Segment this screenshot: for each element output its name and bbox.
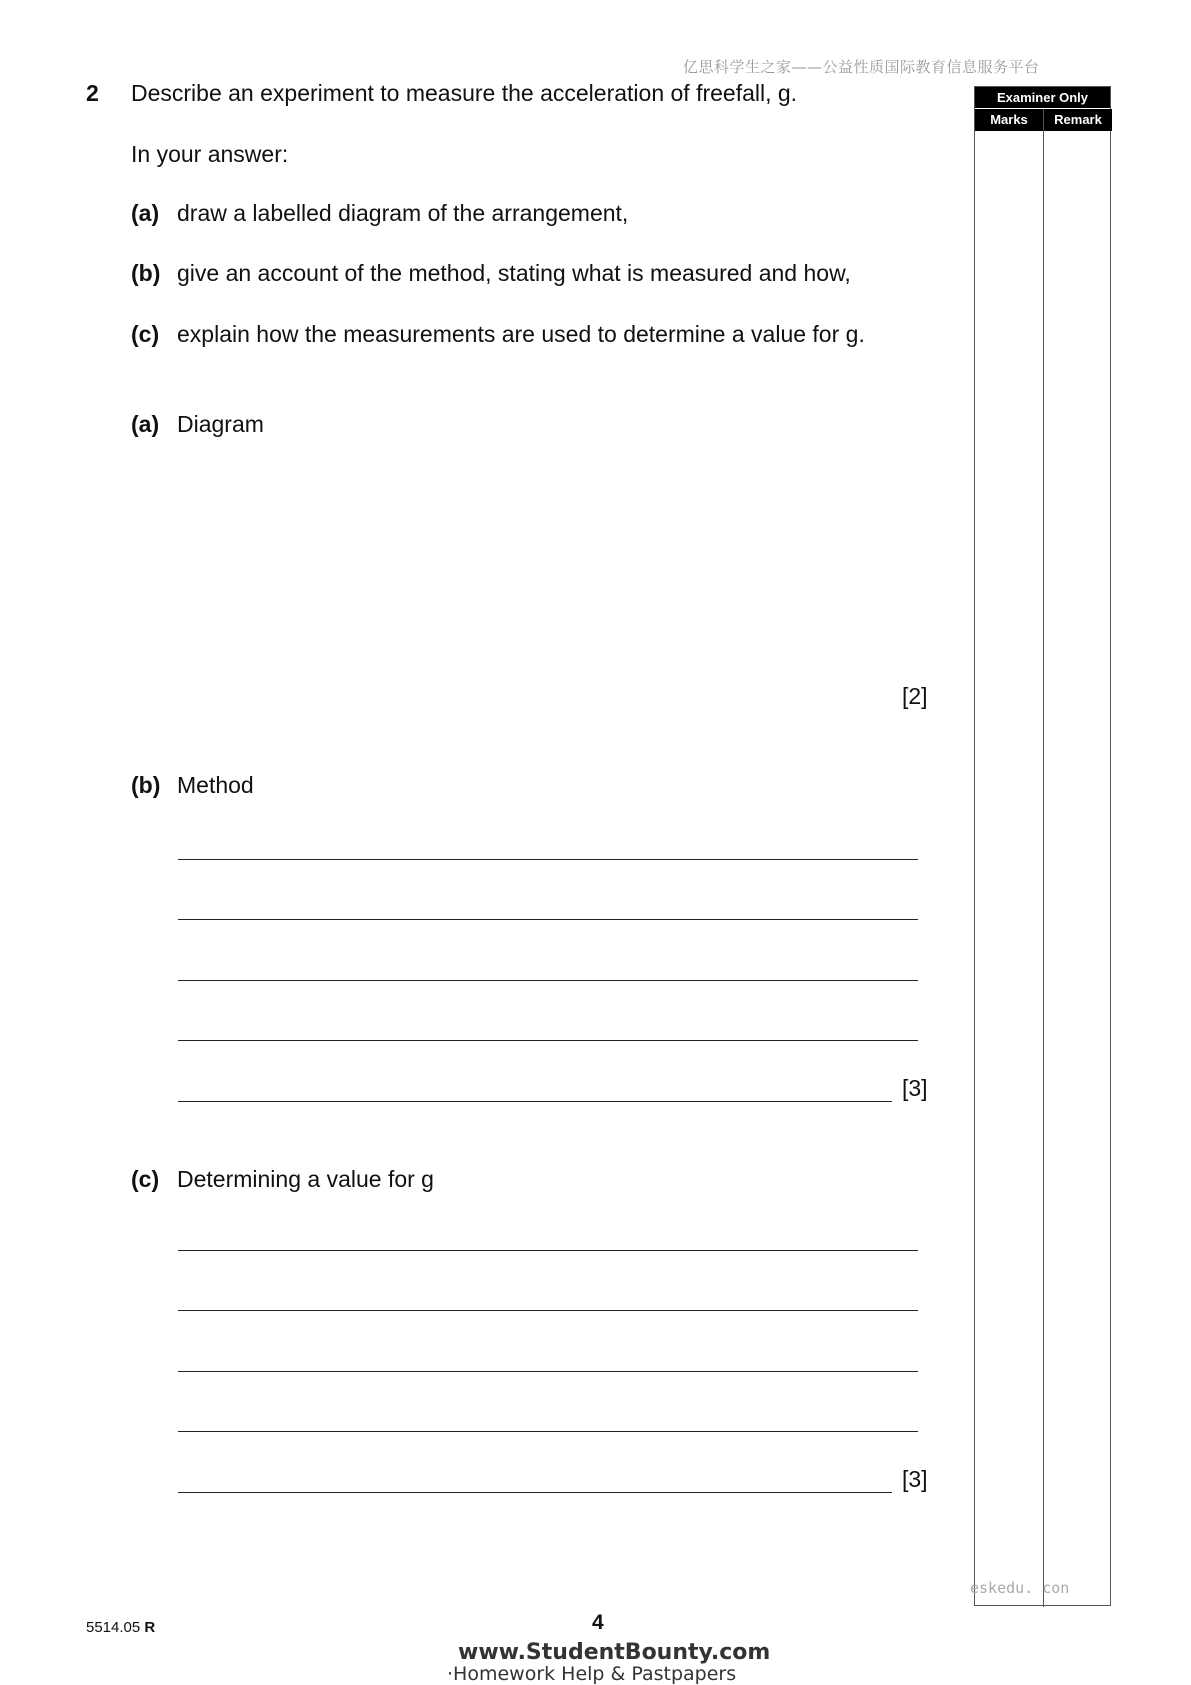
answer-line[interactable]	[178, 980, 918, 981]
examiner-only-column	[974, 86, 1111, 1606]
instruction-text: draw a labelled diagram of the arrangement,	[177, 200, 629, 226]
instruction-label: (a)	[131, 200, 160, 226]
answer-line[interactable]	[178, 1310, 918, 1311]
answer-a-heading	[131, 411, 264, 438]
answer-line[interactable]	[178, 1431, 918, 1432]
answer-label: (a)	[131, 411, 160, 437]
instruction-a	[131, 200, 628, 227]
instruction-text: give an account of the method, stating what is measured and how,	[177, 260, 851, 286]
instruction-c	[131, 321, 865, 348]
paper-code-number: 5514.05	[86, 1619, 141, 1636]
examiner-remark-header: Remark	[1044, 109, 1112, 131]
header-watermark: 亿思科学生之家——公益性质国际教育信息服务平台	[683, 58, 1040, 76]
instruction-label: (b)	[131, 260, 161, 286]
answer-line[interactable]	[178, 1492, 892, 1493]
answer-line[interactable]	[178, 1101, 892, 1102]
instruction-text: explain how the measurements are used to determine a value for g.	[177, 321, 865, 347]
answer-line[interactable]	[178, 1371, 918, 1372]
examiner-divider	[1043, 109, 1044, 1607]
question-intro: In your answer:	[131, 141, 289, 167]
examiner-marks-header: Marks	[975, 109, 1043, 131]
answer-line[interactable]	[178, 859, 918, 860]
answer-line[interactable]	[178, 919, 918, 920]
brand-tagline: ·Homework Help & Pastpapers	[447, 1663, 737, 1685]
paper-code-suffix: R	[144, 1619, 156, 1636]
marks-c: [3]	[902, 1466, 928, 1492]
answer-label: (b)	[131, 772, 161, 798]
answer-heading: Diagram	[177, 411, 264, 437]
marks-a: [2]	[902, 683, 928, 709]
answer-heading: Determining a value for g	[177, 1166, 434, 1192]
examiner-title: Examiner Only	[975, 87, 1110, 108]
answer-label: (c)	[131, 1166, 160, 1192]
paper-code	[86, 1619, 155, 1636]
answer-c-heading	[131, 1166, 434, 1193]
answer-line[interactable]	[178, 1250, 918, 1251]
instruction-label: (c)	[131, 321, 160, 347]
answer-b-heading	[131, 772, 254, 799]
instruction-b	[131, 260, 851, 287]
question-number: 2	[86, 80, 99, 106]
answer-heading: Method	[177, 772, 254, 798]
footer-watermark: eskedu. con	[970, 1579, 1070, 1597]
page-number: 4	[592, 1611, 604, 1634]
marks-b: [3]	[902, 1075, 928, 1101]
brand-url: www.StudentBounty.com	[458, 1640, 771, 1665]
question-text: Describe an experiment to measure the acceleration of freefall, g.	[131, 80, 798, 106]
answer-line[interactable]	[178, 1040, 918, 1041]
